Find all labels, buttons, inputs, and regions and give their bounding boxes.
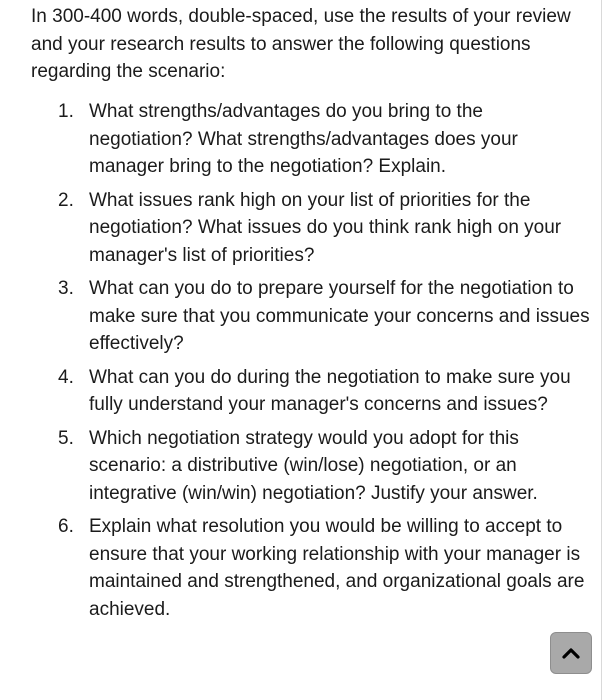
question-number: 2.	[58, 189, 74, 211]
intro-paragraph: In 300-400 words, double-spaced, use the results of your review and your research results to answer the following questions regarding the scenario:	[31, 6, 571, 82]
scroll-to-top-button[interactable]	[550, 632, 592, 674]
question-item-1	[31, 98, 591, 181]
question-number: 5.	[58, 427, 74, 449]
chevron-up-icon	[561, 646, 581, 660]
question-text: Explain what resolution you would be willing to accept to ensure that your working relationship with your manager is maintained and strengthened, and organizational goals are achieved.	[89, 516, 585, 620]
question-number: 1.	[58, 101, 74, 122]
question-text: What can you do to prepare yourself for the negotiation to make sure that you communicate your concerns and issues effectively?	[89, 278, 590, 354]
question-item-5	[31, 425, 591, 508]
question-number: 4.	[58, 366, 74, 388]
question-text: What can you do during the negotiation to make sure you fully understand your manager's concerns and issues?	[89, 366, 571, 415]
question-text: What strengths/advantages do you bring to the negotiation? What strengths/advantages does your manager bring to the negotiation? Explain.	[89, 101, 518, 177]
question-item-2	[31, 187, 591, 270]
question-item-3	[31, 275, 591, 358]
question-number: 6.	[58, 516, 74, 537]
question-text: What issues rank high on your list of priorities for the negotiation? What issues do you think rank high on your manager's list of priorities?	[89, 189, 562, 266]
questions-list	[31, 98, 591, 629]
question-item-4	[31, 364, 591, 419]
question-number: 3.	[58, 278, 74, 299]
question-item-6	[31, 513, 591, 623]
question-text: Which negotiation strategy would you adopt for this scenario: a distributive (win/lose) negotiation, or an integrative (win/win) negotiation? Justify your answer.	[89, 427, 538, 504]
